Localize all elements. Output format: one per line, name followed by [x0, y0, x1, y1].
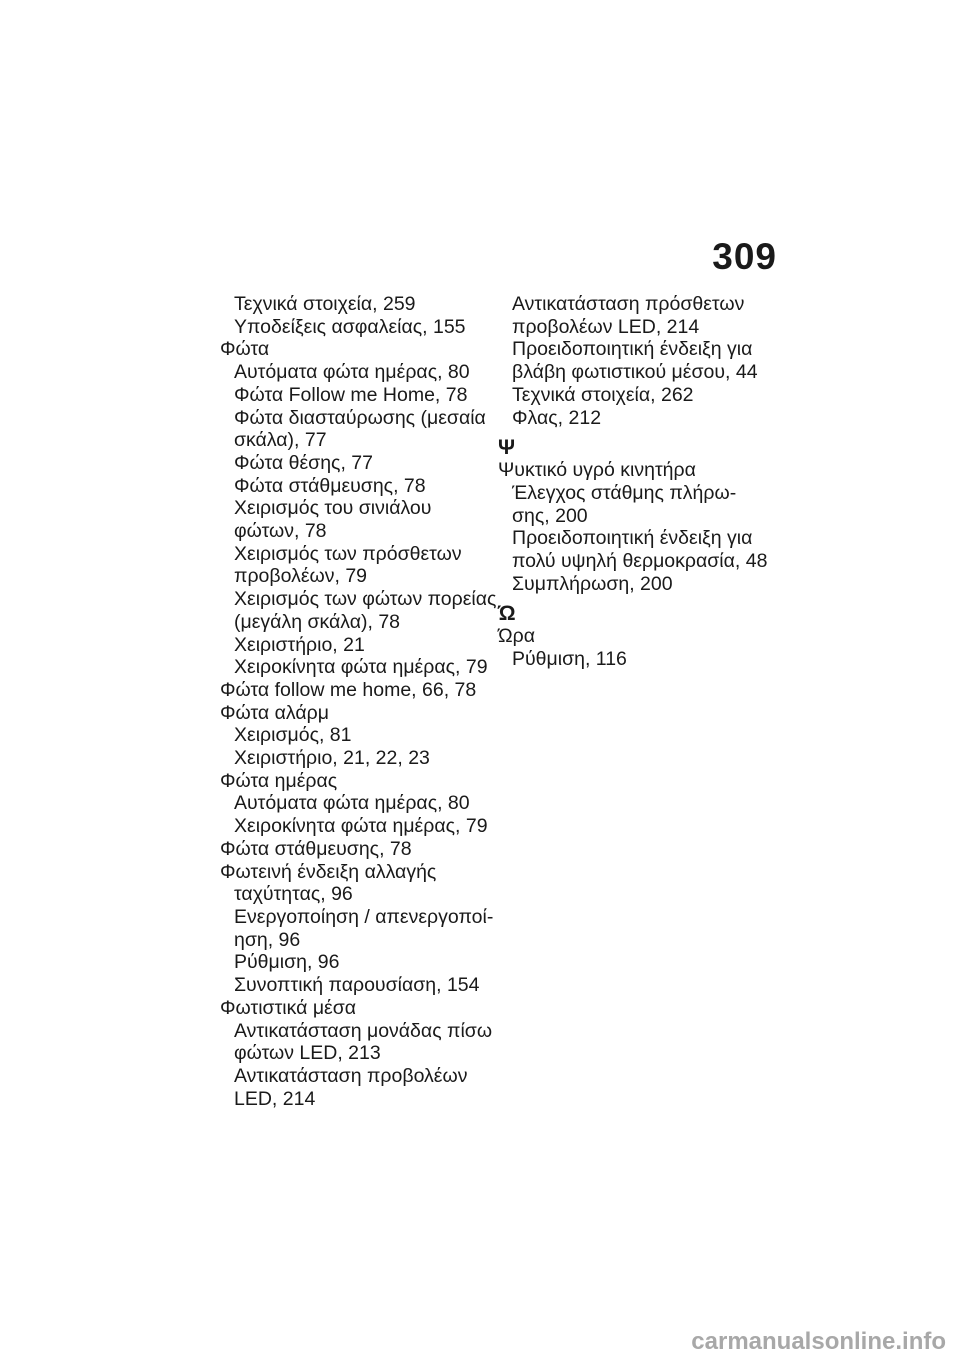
index-section-letter: Ώ	[498, 602, 516, 626]
index-subentry: Χειρισμός, 81	[234, 724, 352, 747]
index-subentry: φώτων, 78	[234, 520, 327, 543]
index-subentry: βλάβη φωτιστικού μέσου, 44	[512, 361, 758, 384]
index-subentry: Χειριστήριο, 21, 22, 23	[234, 747, 430, 770]
index-column-right	[498, 293, 788, 671]
index-subentry: Χειρισμός των πρόσθετων	[234, 542, 462, 565]
index-subentry: ταχύτητας, 96	[234, 883, 353, 906]
index-subentry: πολύ υψηλή θερμοκρασία, 48	[512, 550, 768, 573]
index-subentry: Ρύθμιση, 96	[234, 951, 340, 974]
index-subentry: (μεγάλη σκάλα), 78	[234, 610, 401, 633]
index-subentry: Χειροκίνητα φώτα ημέρας, 79	[234, 815, 488, 838]
index-entry: Φώτα ημέρας	[220, 769, 338, 792]
index-subentry: Φώτα θέσης, 77	[234, 451, 373, 474]
index-entry: Φωτεινή ένδειξη αλλαγής	[220, 860, 437, 883]
index-subentry: Προειδοποιητική ένδειξη για	[512, 338, 753, 361]
index-subentry: Αντικατάσταση προβολέων	[234, 1064, 468, 1087]
index-section-letter: Ψ	[498, 436, 515, 460]
index-subentry: Προειδοποιητική ένδειξη για	[512, 527, 753, 550]
index-entry: Φωτιστικά μέσα	[220, 996, 357, 1019]
index-subentry: φώτων LED, 213	[234, 1042, 381, 1065]
index-subentry: Τεχνικά στοιχεία, 259	[234, 293, 416, 315]
index-subentry: Ενεργοποίηση / απενεργοποί-	[234, 905, 494, 928]
page-number: 309	[712, 236, 777, 277]
index-entry: Φώτα στάθμευσης, 78	[220, 837, 412, 860]
index-entry: Ψυκτικό υγρό κινητήρα	[498, 459, 696, 482]
index-subentry: προβολέων, 79	[234, 565, 368, 588]
index-subentry: Αντικατάσταση μονάδας πίσω	[234, 1019, 493, 1042]
index-subentry: Τεχνικά στοιχεία, 262	[512, 383, 694, 406]
index-subentry: Υποδείξεις ασφαλείας, 155	[234, 315, 466, 338]
index-subentry: ηση, 96	[234, 928, 301, 951]
index-subentry: Φώτα διασταύρωσης (μεσαία	[234, 406, 486, 429]
index-subentry: Συνοπτική παρουσίαση, 154	[234, 974, 480, 997]
index-subentry: προβολέων LED, 214	[512, 315, 700, 338]
index-subentry: Φώτα στάθμευσης, 78	[234, 474, 426, 497]
index-entry: Φώτα	[220, 338, 270, 361]
index-subentry: Φλας, 212	[512, 406, 602, 429]
index-entry: Ώρα	[498, 625, 536, 648]
index-subentry: Αυτόματα φώτα ημέρας, 80	[234, 792, 470, 815]
index-subentry: Χειρισμός του σινιάλου	[234, 497, 432, 520]
index-subentry: σης, 200	[512, 504, 588, 527]
index-subentry: Συμπλήρωση, 200	[512, 572, 673, 595]
index-subentry: LED, 214	[234, 1087, 316, 1110]
watermark: carmanualsonline.info	[691, 1328, 946, 1355]
index-subentry: Αντικατάσταση πρόσθετων	[512, 293, 745, 315]
index-subentry: Χειρισμός των φώτων πορείας	[234, 588, 497, 611]
index-subentry: Ρύθμιση, 116	[512, 648, 627, 671]
index-subentry: Αυτόματα φώτα ημέρας, 80	[234, 361, 470, 384]
index-entry: Φώτα αλάρμ	[220, 701, 329, 724]
index-subentry: Έλεγχος στάθμης πλήρω-	[512, 481, 737, 504]
index-subentry: Φώτα Follow me Home, 78	[234, 383, 468, 406]
index-subentry: Χειριστήριο, 21	[234, 633, 365, 656]
index-subentry: Χειροκίνητα φώτα ημέρας, 79	[234, 656, 488, 679]
index-entry: Φώτα follow me home, 66, 78	[220, 678, 477, 701]
index-column-left	[220, 293, 497, 1110]
index-subentry: σκάλα), 77	[234, 429, 327, 452]
